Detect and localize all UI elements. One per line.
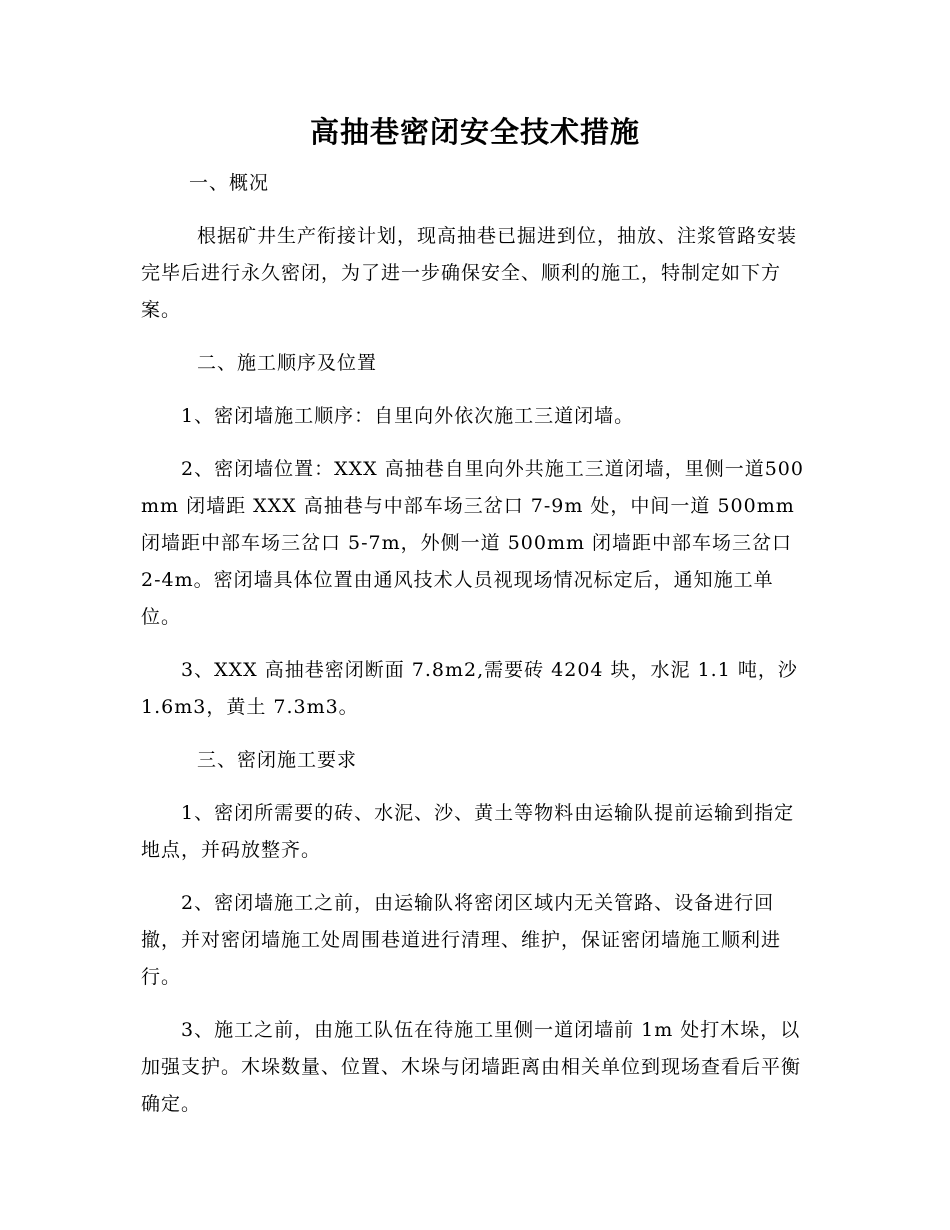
sequence-item-3: 3、XXX 高抽巷密闭断面 7.8m2,需要砖 4204 块，水泥 1.1 吨，沙1.6m3，黄土 7.3m3。: [141, 659, 798, 718]
requirement-item-3: 3、施工之前，由施工队伍在待施工里侧一道闭墙前 1m 处打木垛，以加强支护。木垛数量、位置、木垛与闭墙距离由相关单位到现场查看后平衡确定。: [141, 1019, 802, 1115]
sequence-item-2: 2、密闭墙位置：XXX 高抽巷自里向外共施工三道闭墙，里侧一道500mm 闭墙距 XXX 高抽巷与中部车场三岔口 7-9m 处，中间一道 500mm闭墙距中部车场三岔口 5-7m，外侧一道 500mm 闭墙距中部车场三岔口2-4m。密闭墙具体位置由通风技术人员视现场情况标定后，通知施工单位。: [141, 458, 804, 628]
document-title: 高抽巷密闭安全技术措施: [309, 115, 640, 149]
requirement-item-1: 1、密闭所需要的砖、水泥、沙、黄土等物料由运输队提前运输到指定地点，并码放整齐。: [141, 802, 795, 861]
section-heading-overview: 一、概况: [189, 172, 270, 194]
section-heading-sequence: 二、施工顺序及位置: [197, 352, 378, 374]
document-body: [141, 165, 805, 1123]
requirement-item-2: 2、密闭墙施工之前，由运输队将密闭区域内无关管路、设备进行回撤，并对密闭墙施工处周围巷道进行清理、维护，保证密闭墙施工顺利进行。: [141, 892, 782, 988]
sequence-item-1: 1、密闭墙施工顺序：自里向外依次施工三道闭墙。: [181, 405, 635, 427]
overview-paragraph: 根据矿井生产衔接计划，现高抽巷已掘进到位，抽放、注浆管路安装完毕后进行永久密闭，为了进一步确保安全、顺利的施工，特制定如下方案。: [141, 225, 798, 321]
section-heading-requirements: 三、密闭施工要求: [197, 749, 358, 771]
